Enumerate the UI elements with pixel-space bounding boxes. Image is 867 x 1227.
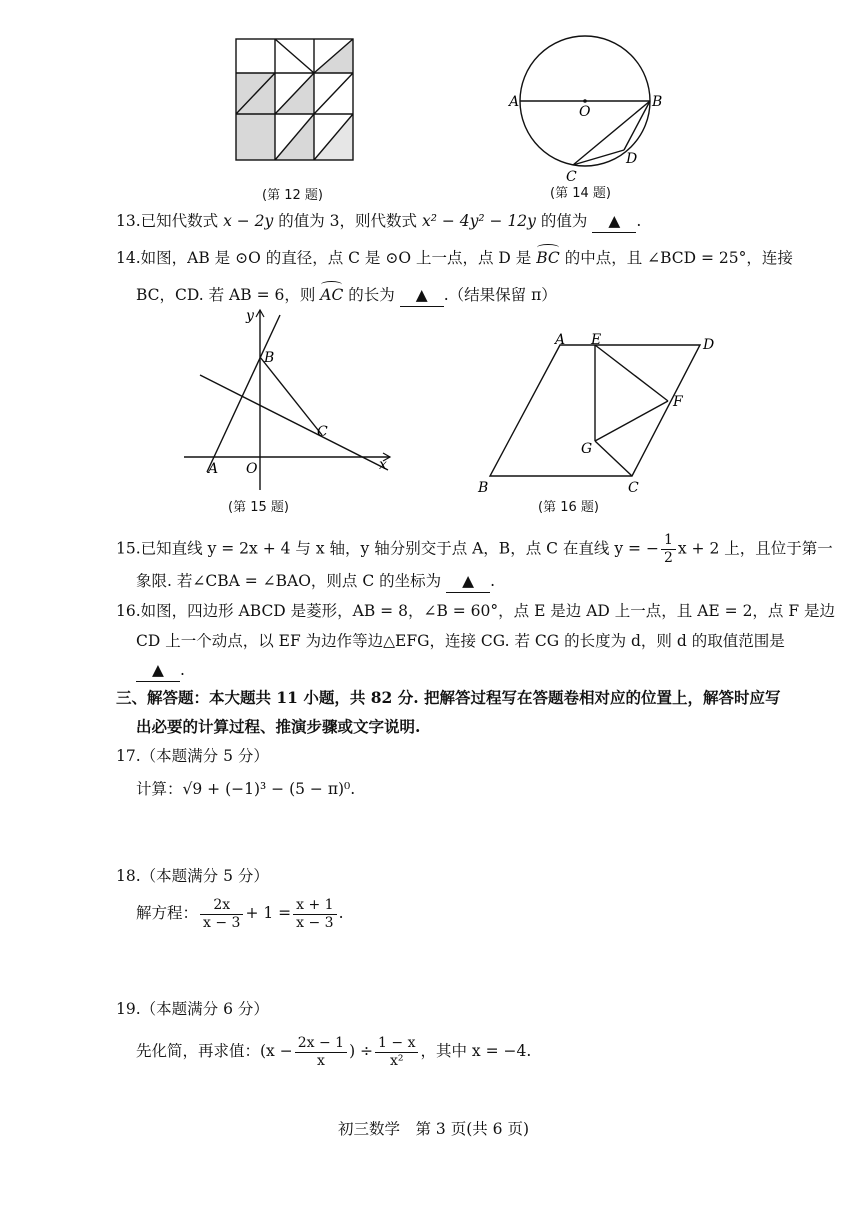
- q15-text: 15.已知直线 y = 2x + 4 与 x 轴，y 轴分别交于点 A，B，点 C 在直线 y = −: [116, 539, 659, 558]
- frac-denominator: x − 3: [203, 914, 241, 931]
- fraction: [293, 897, 336, 932]
- fraction: [295, 1035, 347, 1070]
- figure-16-rhombus: [470, 328, 730, 498]
- question-18-heading: 18.（本题满分 5 分）: [116, 867, 269, 885]
- label-G: G: [581, 441, 593, 457]
- label-y: y: [246, 308, 254, 324]
- fraction: [375, 1035, 418, 1070]
- label-A: A: [208, 461, 219, 477]
- question-18-body: [136, 894, 344, 932]
- label-D: D: [703, 337, 715, 353]
- q14-text: BC，CD. 若 AB = 6，则: [136, 286, 316, 304]
- label-F: F: [673, 394, 683, 410]
- arc-bc: BC: [536, 249, 560, 267]
- q14-text: 的中点，且 ∠BCD = 25°，连接: [564, 249, 793, 267]
- q13-text: 的值为: [540, 212, 588, 230]
- label-E: E: [591, 332, 602, 348]
- q16-end: .: [180, 661, 185, 679]
- label-C: C: [566, 169, 577, 185]
- frac-denominator: x²: [389, 1052, 404, 1069]
- question-15-line-2: [136, 570, 495, 593]
- answer-blank: ▲: [136, 659, 180, 682]
- q14-text: 的长为: [348, 286, 395, 304]
- q19-text: 先化简，再求值：(x −: [136, 1042, 293, 1060]
- question-16-line-2: CD 上一个动点，以 EF 为边作等边△EFG，连接 CG. 若 CG 的长度为 d，则 d 的取值范围是: [136, 632, 785, 650]
- figure-12-caption: (第 12 题): [262, 188, 323, 203]
- question-14-line-1: [116, 247, 793, 269]
- answer-blank: ▲: [400, 284, 444, 307]
- question-16-line-3: [136, 659, 185, 682]
- question-16-line-1: 16.如图，四边形 ABCD 是菱形，AB = 8，∠B = 60°，点 E 是边 AD 上一点，且 AE = 2，点 F 是边: [116, 602, 836, 620]
- shaded-cell: [236, 114, 275, 160]
- q13-expr-2: x² − 4y² − 12y: [421, 212, 536, 230]
- label-B: B: [652, 94, 663, 110]
- frac-numerator: 2x: [200, 897, 243, 915]
- frac-denominator: x − 3: [296, 914, 334, 931]
- question-17-body: 计算：√9 + (−1)³ − (5 − π)⁰.: [136, 780, 356, 798]
- q15-text: 象限. 若∠CBA = ∠BAO，则点 C 的坐标为: [136, 572, 442, 590]
- figure-14-caption: (第 14 题): [550, 186, 611, 201]
- fraction-half: [661, 532, 676, 567]
- question-13: [116, 210, 641, 233]
- q14-text: 14.如图，AB 是 ⊙O 的直径，点 C 是 ⊙O 上一点，点 D 是: [116, 249, 532, 267]
- question-15-line-1: [116, 532, 833, 567]
- label-B: B: [264, 350, 275, 366]
- q13-text: 的值为 3，则代数式: [278, 212, 418, 230]
- question-19-body: [136, 1032, 531, 1070]
- frac-denominator: 2: [663, 550, 673, 566]
- page-footer: 初三数学 第 3 页(共 6 页): [337, 1120, 530, 1138]
- label-C: C: [317, 424, 328, 440]
- label-O: O: [246, 461, 258, 477]
- q14-text: .（结果保留 π）: [443, 286, 557, 304]
- question-17-heading: 17.（本题满分 5 分）: [116, 747, 269, 765]
- figure-14-circle: [505, 26, 665, 186]
- label-C: C: [628, 480, 639, 496]
- section-3-heading: 三、解答题：本大题共 11 小题，共 82 分. 把解答过程写在答题卷相对应的位置上，解答时应写: [116, 688, 781, 707]
- label-O: O: [579, 104, 591, 120]
- label-A: A: [509, 94, 520, 110]
- frac-numerator: 2x − 1: [295, 1035, 347, 1053]
- question-14-line-2: [136, 284, 557, 307]
- q18-text: 解方程：: [136, 904, 199, 922]
- figure-12-grid: [233, 36, 357, 164]
- label-x: x: [379, 457, 387, 473]
- q13-expr-1: x − 2y: [223, 212, 274, 230]
- q15-text: x + 2 上，且位于第一: [677, 539, 833, 558]
- label-D: D: [626, 151, 638, 167]
- answer-blank: ▲: [592, 210, 636, 233]
- q18-end: .: [338, 904, 344, 922]
- figure-15-caption: (第 15 题): [228, 500, 289, 515]
- frac-numerator: x + 1: [293, 897, 336, 915]
- q13-end: .: [636, 212, 642, 230]
- q18-text: + 1 =: [245, 904, 292, 922]
- figure-16-caption: (第 16 题): [538, 500, 599, 515]
- answer-blank: ▲: [446, 570, 490, 593]
- fraction: [200, 897, 243, 932]
- question-19-heading: 19.（本题满分 6 分）: [116, 1000, 269, 1018]
- q19-text: ) ÷: [349, 1042, 374, 1060]
- label-B: B: [478, 480, 489, 496]
- label-A: A: [555, 332, 566, 348]
- frac-denominator: x: [316, 1052, 325, 1069]
- frac-numerator: 1 − x: [375, 1035, 418, 1053]
- section-3-instructions: 出必要的计算过程、推演步骤或文字说明.: [136, 717, 421, 736]
- q19-end: ，其中 x = −4.: [420, 1042, 532, 1060]
- q15-end: .: [490, 572, 495, 590]
- arc-ac: AC: [320, 286, 344, 304]
- q13-text: 13.已知代数式: [116, 212, 219, 230]
- figure-15-lines: [180, 305, 395, 495]
- frac-numerator: 1: [661, 532, 676, 550]
